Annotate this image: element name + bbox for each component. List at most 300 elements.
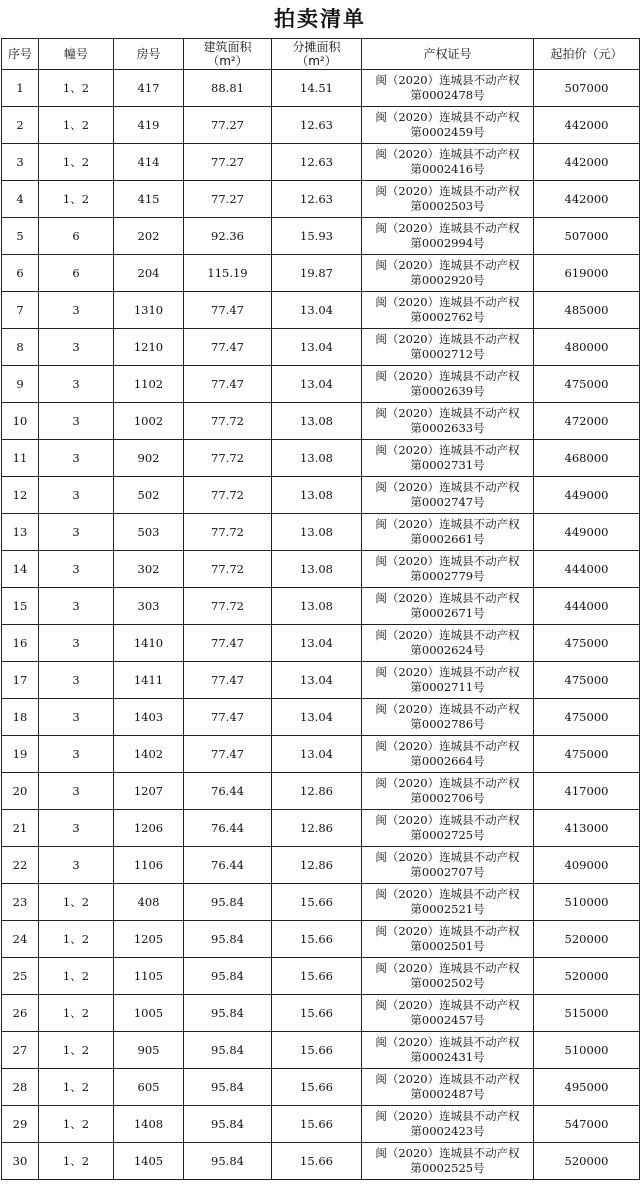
cert-line2: 第0002712号: [410, 347, 485, 361]
cell-area: 76.44: [184, 847, 272, 884]
cell-area: 95.84: [184, 921, 272, 958]
cert-line1: 闽（2020）连城县不动产权: [375, 591, 520, 605]
cell-building: 1、2: [39, 181, 114, 218]
cert-line2: 第0002731号: [410, 458, 485, 472]
cell-room: 1402: [114, 736, 184, 773]
cell-area: 95.84: [184, 995, 272, 1032]
cell-shared: 13.08: [272, 551, 362, 588]
cell-cert: [362, 1143, 534, 1180]
cell-seq: 21: [2, 810, 39, 847]
table-row: [2, 70, 640, 107]
cell-cert: [362, 958, 534, 995]
cert-line2: 第0002624号: [410, 643, 485, 657]
cell-building: 1、2: [39, 1032, 114, 1069]
cert-line2: 第0002762号: [410, 310, 485, 324]
table-row: [2, 662, 640, 699]
cell-shared: 12.63: [272, 107, 362, 144]
cell-price: 417000: [534, 773, 640, 810]
cell-area: 77.47: [184, 292, 272, 329]
cert-line2: 第0002478号: [410, 88, 485, 102]
cell-shared: 13.04: [272, 625, 362, 662]
cell-price: 547000: [534, 1106, 640, 1143]
table-row: [2, 588, 640, 625]
cert-line1: 闽（2020）连城县不动产权: [375, 332, 520, 346]
cell-room: 905: [114, 1032, 184, 1069]
cell-area: 76.44: [184, 810, 272, 847]
cell-room: 1102: [114, 366, 184, 403]
cert-line2: 第0002431号: [410, 1050, 485, 1064]
cert-line2: 第0002661号: [410, 532, 485, 546]
cell-room: 1205: [114, 921, 184, 958]
cell-price: 475000: [534, 662, 640, 699]
cell-price: 475000: [534, 699, 640, 736]
cell-cert: [362, 736, 534, 773]
table-row: [2, 477, 640, 514]
cell-shared: 13.08: [272, 477, 362, 514]
page-title: 拍卖清单: [274, 7, 366, 31]
cell-seq: 23: [2, 884, 39, 921]
cell-price: 515000: [534, 995, 640, 1032]
cert-line2: 第0002423号: [410, 1124, 485, 1138]
table-row: [2, 773, 640, 810]
cell-seq: 2: [2, 107, 39, 144]
cert-line1: 闽（2020）连城县不动产权: [375, 184, 520, 198]
cert-line1: 闽（2020）连城县不动产权: [375, 406, 520, 420]
cell-shared: 15.66: [272, 1069, 362, 1106]
cell-shared: 13.04: [272, 329, 362, 366]
cell-area: 77.72: [184, 514, 272, 551]
table-row: [2, 551, 640, 588]
cert-line2: 第0002725号: [410, 828, 485, 842]
cell-building: 3: [39, 514, 114, 551]
cell-room: 1106: [114, 847, 184, 884]
cell-seq: 4: [2, 181, 39, 218]
table-row: [2, 995, 640, 1032]
cell-cert: [362, 514, 534, 551]
cell-shared: 12.86: [272, 810, 362, 847]
cell-seq: 9: [2, 366, 39, 403]
cell-seq: 10: [2, 403, 39, 440]
cell-room: 503: [114, 514, 184, 551]
table-row: [2, 366, 640, 403]
table-body: [2, 70, 640, 1180]
cell-building: 6: [39, 218, 114, 255]
cell-room: 1411: [114, 662, 184, 699]
cert-line1: 闽（2020）连城县不动产权: [375, 110, 520, 124]
cell-building: 1、2: [39, 144, 114, 181]
cell-building: 3: [39, 292, 114, 329]
cell-seq: 13: [2, 514, 39, 551]
table-row: [2, 144, 640, 181]
cell-room: 1210: [114, 329, 184, 366]
cert-line2: 第0002664号: [410, 754, 485, 768]
cell-shared: 15.66: [272, 884, 362, 921]
cell-price: 520000: [534, 1143, 640, 1180]
cell-shared: 15.66: [272, 958, 362, 995]
cell-area: 77.47: [184, 662, 272, 699]
cell-area: 77.47: [184, 699, 272, 736]
table-row: [2, 1143, 640, 1180]
table-row: [2, 107, 640, 144]
cert-line1: 闽（2020）连城县不动产权: [375, 665, 520, 679]
cell-shared: 15.66: [272, 1032, 362, 1069]
cell-shared: 15.93: [272, 218, 362, 255]
cell-room: 414: [114, 144, 184, 181]
cell-price: 510000: [534, 884, 640, 921]
cell-cert: [362, 440, 534, 477]
cell-building: 1、2: [39, 1143, 114, 1180]
cell-price: 510000: [534, 1032, 640, 1069]
cell-cert: [362, 218, 534, 255]
cell-shared: 15.66: [272, 1143, 362, 1180]
cell-area: 95.84: [184, 1106, 272, 1143]
cell-shared: 13.04: [272, 292, 362, 329]
cert-line1: 闽（2020）连城县不动产权: [375, 961, 520, 975]
cell-seq: 27: [2, 1032, 39, 1069]
cell-building: 1、2: [39, 884, 114, 921]
cell-area: 76.44: [184, 773, 272, 810]
table-row: [2, 403, 640, 440]
header-shared: [272, 39, 362, 70]
cell-seq: 11: [2, 440, 39, 477]
cell-seq: 5: [2, 218, 39, 255]
cert-line1: 闽（2020）连城县不动产权: [375, 554, 520, 568]
cell-shared: 13.04: [272, 366, 362, 403]
cell-cert: [362, 181, 534, 218]
header-shared-line2: （m²）: [296, 54, 337, 68]
header-row: [2, 39, 640, 70]
cell-room: 1408: [114, 1106, 184, 1143]
cell-shared: 14.51: [272, 70, 362, 107]
cert-line2: 第0002786号: [410, 717, 485, 731]
header-cert: 产权证号: [362, 39, 534, 70]
cell-cert: [362, 1106, 534, 1143]
table-row: [2, 292, 640, 329]
cell-cert: [362, 773, 534, 810]
cell-price: 507000: [534, 218, 640, 255]
cert-line1: 闽（2020）连城县不动产权: [375, 887, 520, 901]
header-area-line1: 建筑面积: [203, 40, 252, 54]
cell-price: 475000: [534, 366, 640, 403]
cert-line1: 闽（2020）连城县不动产权: [375, 702, 520, 716]
cell-shared: 12.86: [272, 773, 362, 810]
cell-seq: 3: [2, 144, 39, 181]
cell-area: 115.19: [184, 255, 272, 292]
cert-line2: 第0002416号: [410, 162, 485, 176]
cell-seq: 25: [2, 958, 39, 995]
cell-cert: [362, 70, 534, 107]
cert-line1: 闽（2020）连城县不动产权: [375, 480, 520, 494]
cert-line2: 第0002671号: [410, 606, 485, 620]
cell-building: 1、2: [39, 1106, 114, 1143]
table-row: [2, 440, 640, 477]
cert-line2: 第0002633号: [410, 421, 485, 435]
cell-price: 475000: [534, 625, 640, 662]
cell-area: 77.47: [184, 625, 272, 662]
cell-price: 449000: [534, 514, 640, 551]
cert-line2: 第0002525号: [410, 1161, 485, 1175]
cell-area: 95.84: [184, 958, 272, 995]
cell-building: 3: [39, 736, 114, 773]
cell-seq: 29: [2, 1106, 39, 1143]
cell-cert: [362, 884, 534, 921]
cell-area: 88.81: [184, 70, 272, 107]
cell-seq: 17: [2, 662, 39, 699]
cell-area: 77.72: [184, 440, 272, 477]
cell-cert: [362, 292, 534, 329]
cell-room: 605: [114, 1069, 184, 1106]
cert-line1: 闽（2020）连城县不动产权: [375, 1072, 520, 1086]
cell-room: 408: [114, 884, 184, 921]
cell-seq: 20: [2, 773, 39, 810]
cell-building: 3: [39, 588, 114, 625]
cell-building: 3: [39, 699, 114, 736]
cert-line1: 闽（2020）连城县不动产权: [375, 443, 520, 457]
cell-shared: 12.63: [272, 181, 362, 218]
cell-price: 619000: [534, 255, 640, 292]
cert-line2: 第0002747号: [410, 495, 485, 509]
cert-line1: 闽（2020）连城县不动产权: [375, 295, 520, 309]
cell-building: 3: [39, 366, 114, 403]
cert-line2: 第0002503号: [410, 199, 485, 213]
table-row: [2, 1069, 640, 1106]
cell-seq: 15: [2, 588, 39, 625]
cell-seq: 16: [2, 625, 39, 662]
cell-area: 77.47: [184, 366, 272, 403]
cert-line1: 闽（2020）连城县不动产权: [375, 776, 520, 790]
header-seq: 序号: [2, 39, 39, 70]
header-price: 起拍价（元）: [534, 39, 640, 70]
table-row: [2, 329, 640, 366]
cell-area: 95.84: [184, 1143, 272, 1180]
cell-price: 475000: [534, 736, 640, 773]
cell-price: 449000: [534, 477, 640, 514]
cell-building: 3: [39, 773, 114, 810]
header-shared-line1: 分摊面积: [292, 40, 341, 54]
table-row: [2, 921, 640, 958]
header-area: [184, 39, 272, 70]
cell-room: 204: [114, 255, 184, 292]
cell-cert: [362, 588, 534, 625]
cert-line1: 闽（2020）连城县不动产权: [375, 739, 520, 753]
cell-room: 415: [114, 181, 184, 218]
cell-seq: 12: [2, 477, 39, 514]
auction-table: [1, 38, 640, 1180]
cell-building: 3: [39, 625, 114, 662]
cell-area: 95.84: [184, 1069, 272, 1106]
cert-line2: 第0002707号: [410, 865, 485, 879]
cell-room: 202: [114, 218, 184, 255]
cell-shared: 15.66: [272, 1106, 362, 1143]
cell-building: 1、2: [39, 1069, 114, 1106]
cell-room: 302: [114, 551, 184, 588]
table-row: [2, 218, 640, 255]
cell-seq: 6: [2, 255, 39, 292]
cell-seq: 24: [2, 921, 39, 958]
cell-cert: [362, 366, 534, 403]
cell-room: 419: [114, 107, 184, 144]
cell-shared: 13.08: [272, 440, 362, 477]
cell-shared: 13.08: [272, 514, 362, 551]
table-row: [2, 847, 640, 884]
cert-line1: 闽（2020）连城县不动产权: [375, 628, 520, 642]
cell-shared: 13.08: [272, 588, 362, 625]
cell-building: 1、2: [39, 958, 114, 995]
cell-building: 3: [39, 403, 114, 440]
cell-cert: [362, 255, 534, 292]
cell-price: 480000: [534, 329, 640, 366]
cell-room: 502: [114, 477, 184, 514]
cell-area: 77.27: [184, 181, 272, 218]
cell-shared: 12.86: [272, 847, 362, 884]
cert-line1: 闽（2020）连城县不动产权: [375, 924, 520, 938]
cell-price: 442000: [534, 107, 640, 144]
cell-area: 77.72: [184, 403, 272, 440]
cell-shared: 13.04: [272, 736, 362, 773]
cell-building: 3: [39, 551, 114, 588]
cell-price: 495000: [534, 1069, 640, 1106]
cell-room: 1410: [114, 625, 184, 662]
cell-cert: [362, 329, 534, 366]
cell-area: 92.36: [184, 218, 272, 255]
cell-price: 520000: [534, 921, 640, 958]
cell-cert: [362, 477, 534, 514]
cell-area: 77.72: [184, 551, 272, 588]
cell-shared: 15.66: [272, 995, 362, 1032]
cert-line2: 第0002487号: [410, 1087, 485, 1101]
cell-building: 3: [39, 477, 114, 514]
cell-shared: 12.63: [272, 144, 362, 181]
cell-room: 1403: [114, 699, 184, 736]
cell-room: 1207: [114, 773, 184, 810]
cell-seq: 1: [2, 70, 39, 107]
cell-cert: [362, 921, 534, 958]
cell-cert: [362, 403, 534, 440]
cell-cert: [362, 662, 534, 699]
cell-area: 77.72: [184, 588, 272, 625]
cell-room: 1002: [114, 403, 184, 440]
cell-shared: 13.04: [272, 662, 362, 699]
cell-room: 1405: [114, 1143, 184, 1180]
cert-line1: 闽（2020）连城县不动产权: [375, 73, 520, 87]
table-row: [2, 255, 640, 292]
cell-building: 3: [39, 440, 114, 477]
cert-line1: 闽（2020）连城县不动产权: [375, 517, 520, 531]
cert-line1: 闽（2020）连城县不动产权: [375, 998, 520, 1012]
cert-line2: 第0002502号: [410, 976, 485, 990]
cell-price: 520000: [534, 958, 640, 995]
cell-building: 1、2: [39, 107, 114, 144]
cert-line1: 闽（2020）连城县不动产权: [375, 813, 520, 827]
cell-seq: 14: [2, 551, 39, 588]
cert-line2: 第0002706号: [410, 791, 485, 805]
cell-price: 413000: [534, 810, 640, 847]
cell-cert: [362, 1069, 534, 1106]
cert-line2: 第0002779号: [410, 569, 485, 583]
cell-cert: [362, 551, 534, 588]
cell-room: 417: [114, 70, 184, 107]
cell-building: 3: [39, 329, 114, 366]
cert-line2: 第0002521号: [410, 902, 485, 916]
cell-price: 507000: [534, 70, 640, 107]
cert-line2: 第0002459号: [410, 125, 485, 139]
cell-price: 409000: [534, 847, 640, 884]
table-row: [2, 810, 640, 847]
cell-room: 303: [114, 588, 184, 625]
cell-price: 468000: [534, 440, 640, 477]
cell-price: 444000: [534, 551, 640, 588]
cert-line2: 第0002920号: [410, 273, 485, 287]
cell-building: 1、2: [39, 995, 114, 1032]
cell-building: 1、2: [39, 70, 114, 107]
header-building: 幢号: [39, 39, 114, 70]
cell-price: 444000: [534, 588, 640, 625]
cell-cert: [362, 810, 534, 847]
cert-line2: 第0002457号: [410, 1013, 485, 1027]
cell-price: 485000: [534, 292, 640, 329]
cert-line1: 闽（2020）连城县不动产权: [375, 258, 520, 272]
cell-cert: [362, 144, 534, 181]
cell-shared: 15.66: [272, 921, 362, 958]
cell-area: 77.47: [184, 329, 272, 366]
cell-cert: [362, 847, 534, 884]
cell-area: 77.72: [184, 477, 272, 514]
cell-seq: 28: [2, 1069, 39, 1106]
cell-price: 442000: [534, 181, 640, 218]
cell-room: 1105: [114, 958, 184, 995]
cell-area: 95.84: [184, 1032, 272, 1069]
cell-shared: 13.04: [272, 699, 362, 736]
cert-line1: 闽（2020）连城县不动产权: [375, 369, 520, 383]
table-row: [2, 181, 640, 218]
cert-line2: 第0002639号: [410, 384, 485, 398]
cell-area: 77.27: [184, 107, 272, 144]
cell-room: 902: [114, 440, 184, 477]
cert-line1: 闽（2020）连城县不动产权: [375, 1035, 520, 1049]
cert-line2: 第0002501号: [410, 939, 485, 953]
cell-building: 3: [39, 662, 114, 699]
cell-shared: 13.08: [272, 403, 362, 440]
cell-building: 1、2: [39, 921, 114, 958]
cell-shared: 19.87: [272, 255, 362, 292]
cell-cert: [362, 699, 534, 736]
table-row: [2, 1106, 640, 1143]
cell-seq: 18: [2, 699, 39, 736]
table-row: [2, 736, 640, 773]
cell-seq: 8: [2, 329, 39, 366]
cell-price: 472000: [534, 403, 640, 440]
table-row: [2, 514, 640, 551]
cell-cert: [362, 995, 534, 1032]
cell-cert: [362, 1032, 534, 1069]
cell-room: 1005: [114, 995, 184, 1032]
cell-area: 77.47: [184, 736, 272, 773]
cell-seq: 19: [2, 736, 39, 773]
cert-line2: 第0002994号: [410, 236, 485, 250]
table-row: [2, 884, 640, 921]
cert-line1: 闽（2020）连城县不动产权: [375, 1146, 520, 1160]
table-row: [2, 625, 640, 662]
cell-building: 3: [39, 810, 114, 847]
cell-building: 3: [39, 847, 114, 884]
cert-line1: 闽（2020）连城县不动产权: [375, 850, 520, 864]
table-row: [2, 1032, 640, 1069]
cell-cert: [362, 625, 534, 662]
cell-area: 95.84: [184, 884, 272, 921]
cell-building: 6: [39, 255, 114, 292]
cell-seq: 30: [2, 1143, 39, 1180]
cell-room: 1310: [114, 292, 184, 329]
